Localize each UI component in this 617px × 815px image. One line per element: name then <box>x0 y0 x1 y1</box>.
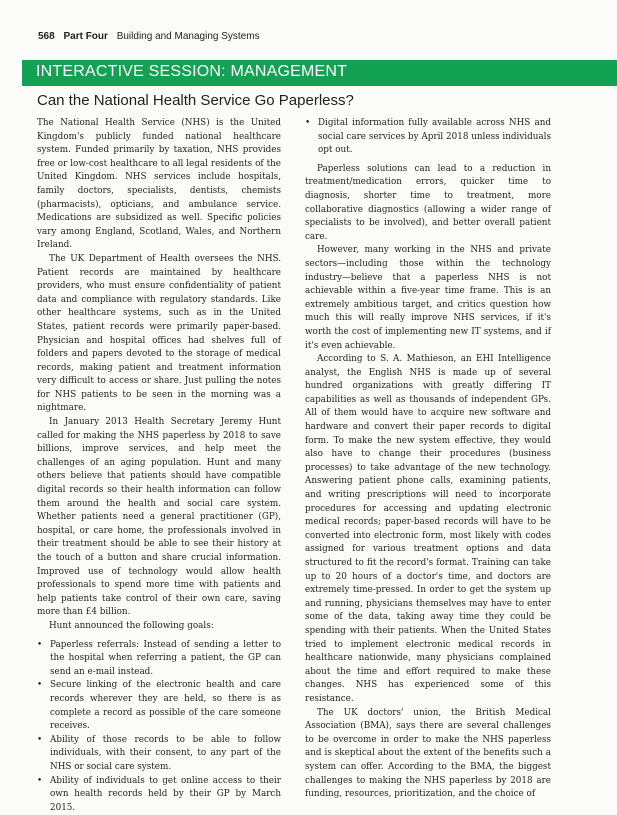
paragraph: According to S. A. Mathieson, an EHI Intelligence analyst, the English NHS is made up of several hundred organizations with greatly differing IT capabilities as well as thousands of independent GPs. All of them would have to acquire new software and hardware and convert their paper records to digital form. To make the new system effective, they would also have to change their procedures (business processes) to take advantage of the new technology. Answering patient phone calls, examining patients, and writing prescriptions will need to incorporate procedures for accessing and updating electronic medical records; paper-based records will have to be converted into electronic form, most likely with codes assigned for various treatment options and data structured to fit the record's format. Training can take up to 20 hours of a doctor's time, and doctors are extremely time-pressed. In order to get the system up and running, physicians themselves may have to enter some of the data, taking away time they could be spending with their patients. When the United States tried to implement electronic medical records in healthcare nationwide, many physicians complained about the time and effort required to make these changes. NHS has experienced some of this resistance. <box>305 353 551 706</box>
paragraph: The UK Department of Health oversees the NHS. Patient records are maintained by healthcare providers, who must ensure confidentiality of patient data and compliance with regulatory standards. Like other healthcare systems, such as in the United States, patient records were primarily paper-based. Physician and hospital offices had shelves full of folders and papers devoted to the storage of medical records, making patient and treatment information very difficult to access or share. Just pulling the notes for NHS patients to be seen in the morning was a nightmare. <box>37 253 281 416</box>
bullet-icon: • <box>37 734 42 748</box>
section-label: Building and Managing Systems <box>117 31 260 42</box>
left-column <box>37 117 281 815</box>
bullet-icon: • <box>305 117 310 131</box>
list-item-text: Digital information fully available across NHS and social care services by April 2018 unless individuals opt out. <box>318 118 551 155</box>
session-banner <box>22 60 617 86</box>
list-item-text: Ability of individuals to get online access to their own health records held by their GP by March 2015. <box>50 776 281 813</box>
list-item <box>37 734 281 775</box>
part-label: Part Four <box>63 31 107 42</box>
right-column <box>305 117 551 802</box>
banner-title: INTERACTIVE SESSION: MANAGEMENT <box>36 63 347 81</box>
bullet-icon: • <box>37 775 42 789</box>
paragraph: Paperless solutions can lead to a reduction in treatment/medication errors, quicker time to diagnosis, shorter time to treatment, more collaborative diagnostics (allowing a wider range of specialists to be involved), and better overall patient care. <box>305 163 551 245</box>
article-title: Can the National Health Service Go Paperless? <box>37 92 354 109</box>
page-number: 568 <box>38 31 55 42</box>
list-item <box>305 117 551 158</box>
bullet-icon: • <box>37 679 42 693</box>
list-item-text: Ability of those records to be able to follow individuals, with their consent, to any part of the NHS or social care system. <box>50 735 281 772</box>
paragraph: Hunt announced the following goals: <box>37 620 281 634</box>
paragraph: In January 2013 Health Secretary Jeremy Hunt called for making the NHS paperless by 2018 to save billions, improve services, and help meet the challenges of an aging population. Hunt and many others believe that patients should have compatible digital records so their health information can follow them around the health and social care system. Whether patients need a general practitioner (GP), hospital, or care home, the professionals involved in their treatment should be able to see their history at the touch of a button and share crucial information. Improved use of technology would allow health professionals to spend more time with patients and help patients take control of their own care, saving more than £4 billion. <box>37 416 281 620</box>
paragraph: However, many working in the NHS and private sectors—including those within the technology industry—believe that a paperless NHS is not achievable within a five-year time frame. This is an extremely ambitious target, and critics question how much this will really improve NHS services, if it's worth the cost of implementing new IT systems, and if it's even achievable. <box>305 244 551 353</box>
paragraph: The National Health Service (NHS) is the United Kingdom's publicly funded national healthcare system. Funded primarily by taxation, NHS provides free or low-cost healthcare to all legal residents of the United Kingdom. NHS services include hospitals, family doctors, specialists, dentists, chemists (pharmacists), opticians, and ambulance service. Medications are subsidized as well. Specific policies vary among England, Scotland, Wales, and Northern Ireland. <box>37 117 281 253</box>
page-header <box>38 31 260 42</box>
bullet-icon: • <box>37 639 42 653</box>
goals-list-continued <box>305 117 551 158</box>
list-item-text: Secure linking of the electronic health and care records wherever they are held, so there is as complete a record as possible of the care someone receives. <box>50 680 281 731</box>
goals-list <box>37 639 281 815</box>
list-item <box>37 639 281 680</box>
list-item-text: Paperless referrals: Instead of sending a letter to the hospital when referring a patient, the GP can send an e-mail instead. <box>50 640 281 677</box>
paragraph: The UK doctors' union, the British Medical Association (BMA), says there are several challenges to be overcome in order to make the NHS paperless and is skeptical about the extent of the benefits such a system can offer. According to the BMA, the biggest challenges to making the NHS paperless by 2018 are funding, resources, prioritization, and the choice of <box>305 707 551 802</box>
list-item <box>37 679 281 733</box>
list-item <box>37 775 281 815</box>
